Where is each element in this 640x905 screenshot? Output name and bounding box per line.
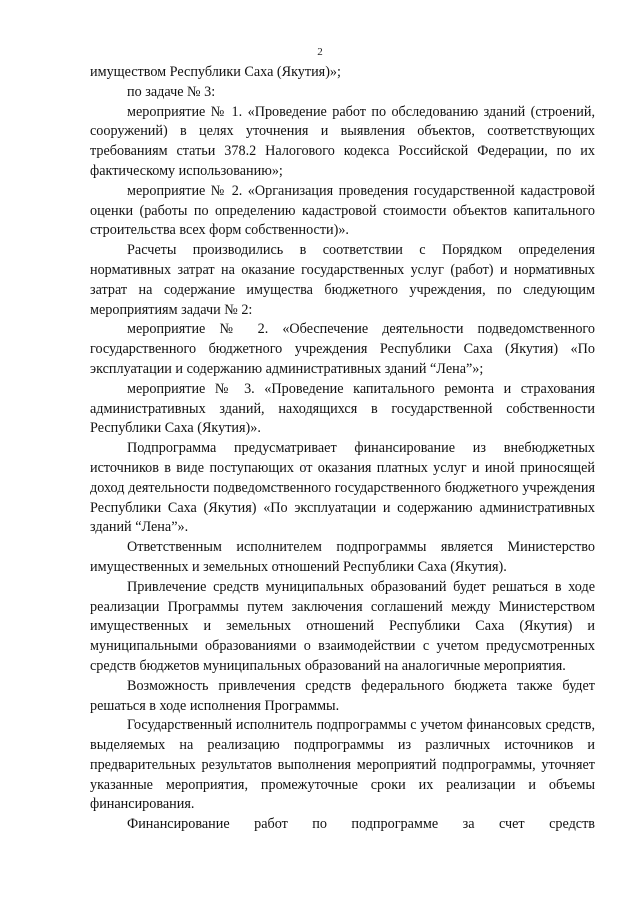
paragraph-responsible-executor: Ответственным исполнителем подпрограммы является Министерство имущественных и земельных отношений Республики Саха (Якутия).: [90, 539, 595, 575]
paragraph-continuation: имуществом Республики Саха (Якутия)»;: [90, 64, 341, 80]
paragraph-measure-1: мероприятие № 1. «Проведение работ по обследованию зданий (строений, сооружений) в целях уточнения и выявления объектов, соответствующих требованиям статьи 378.2 Налогового кодекса Российской Федерации, по их фактическому использованию»;: [90, 103, 595, 179]
paragraph-task-2-measure-3: мероприятие № 3. «Проведение капитального ремонта и страхования административных зданий, находящихся в государственной собственности Республики Саха (Якутия)».: [90, 380, 595, 437]
paragraph-municipal-funds: Привлечение средств муниципальных образований будет решаться в ходе реализации Программы путем заключения соглашений между Министерством имущественных и земельных отношений Республики Саха (Якутия) и муниципальными образованиями о взаимодействии с учетом предусмотренных средств бюджетов муниципальных образований на аналогичные мероприятия.: [90, 578, 595, 674]
page-number: 2: [317, 46, 323, 58]
paragraph-calculations: Расчеты производились в соответствии с Порядком определения нормативных затрат на оказание государственных услуг (работ) и нормативных затрат на содержание имущества бюджетного учреждения, по следующим мероприятиям задачи № 2:: [90, 242, 595, 318]
paragraph-task-2-measure-2: мероприятие № 2. «Обеспечение деятельности подведомственного государственного бюджетного учреждения Республики Саха (Якутия) «По эксплуатации и содержанию административных зданий “Лена”»;: [90, 321, 595, 377]
document-body: [90, 63, 595, 835]
paragraph-extrabudgetary-financing: Подпрограмма предусматривает финансирование из внебюджетных источников в виде поступающих от оказания платных услуг и иной приносящей доход деятельности подведомственного государственного бюджетного учреждения Республики Саха (Якутия) «По эксплуатации и содержанию административных зданий “Лена”».: [90, 440, 595, 536]
paragraph-financing: Финансирование работ по подпрограмме за счет средств: [127, 816, 595, 833]
paragraph-state-executor: Государственный исполнитель подпрограммы с учетом финансовых средств, выделяемых на реализацию подпрограммы из различных источников и предварительных результатов выполнения мероприятий подпрограммы, уточняет указанные мероприятия, промежуточные сроки их реализации и объемы финансирования.: [90, 717, 595, 813]
paragraph-task-3-heading: по задаче № 3:: [127, 83, 216, 100]
paragraph-measure-2: мероприятие № 2. «Организация проведения государственной кадастровой оценки (работы по определению кадастровой стоимости объектов капитального строительства всех форм собственности)».: [90, 182, 595, 239]
paragraph-federal-funds: Возможность привлечения средств федерального бюджета также будет решаться в ходе исполнения Программы.: [90, 677, 595, 714]
